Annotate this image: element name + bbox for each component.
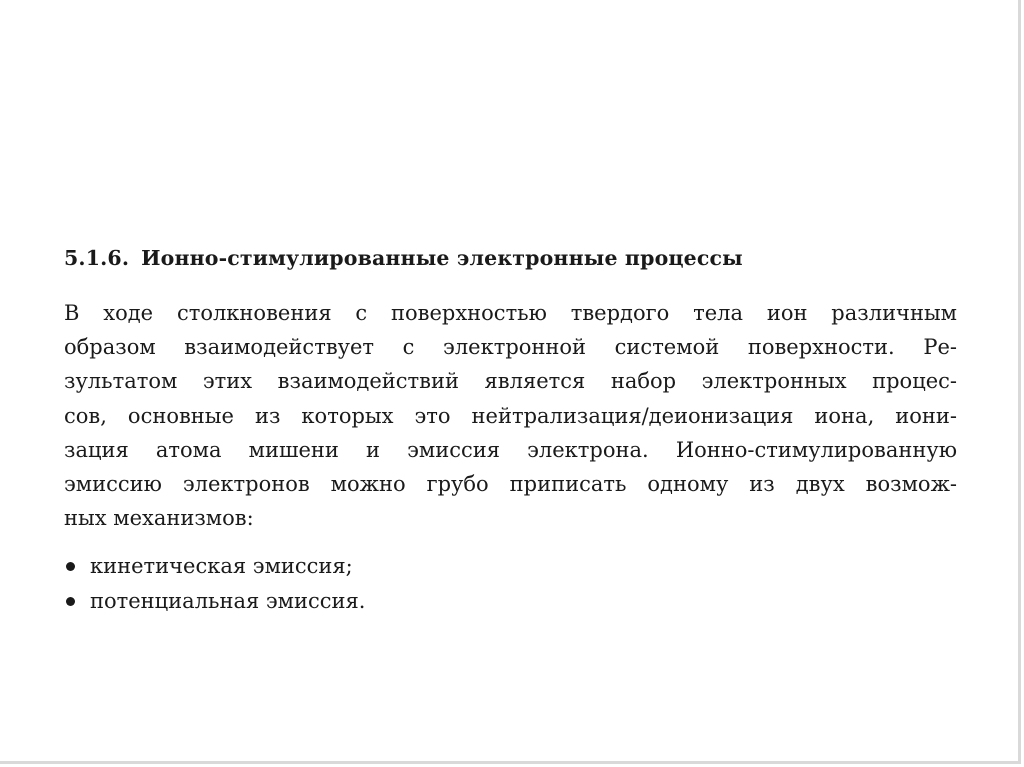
section-number: 5.1.6. bbox=[64, 246, 130, 270]
list-item-text: кинетическая эмиссия; bbox=[90, 554, 353, 579]
list-item-text: потенциальная эмиссия. bbox=[90, 589, 366, 614]
paragraph-line: зультатом этих взаимодействий является набор электронных процес- bbox=[64, 369, 957, 394]
paragraph-line: В ходе столкновения с поверхностью твердого тела ион различным bbox=[64, 301, 957, 325]
paragraph-line: сов, основные из которых это нейтрализация/деионизация иона, иони- bbox=[64, 403, 957, 428]
section-heading bbox=[64, 244, 964, 272]
list-item bbox=[64, 584, 964, 619]
slide-content bbox=[64, 244, 964, 619]
bullet-list bbox=[64, 549, 964, 619]
paragraph-line: ных механизмов: bbox=[64, 506, 254, 531]
bullet-icon bbox=[66, 562, 75, 571]
paragraph-line: зация атома мишени и эмиссия электрона. Ионно-стимулированную bbox=[64, 437, 957, 462]
bullet-icon bbox=[66, 597, 75, 606]
body-paragraph bbox=[64, 296, 964, 535]
list-item bbox=[64, 549, 964, 584]
paragraph-line: эмиссию электронов можно грубо приписать одному из двух возмож- bbox=[64, 472, 957, 497]
section-title: Ионно-стимулированные электронные процессы bbox=[141, 246, 743, 270]
paragraph-line: образом взаимодействует с электронной системой поверхности. Ре- bbox=[64, 335, 957, 360]
